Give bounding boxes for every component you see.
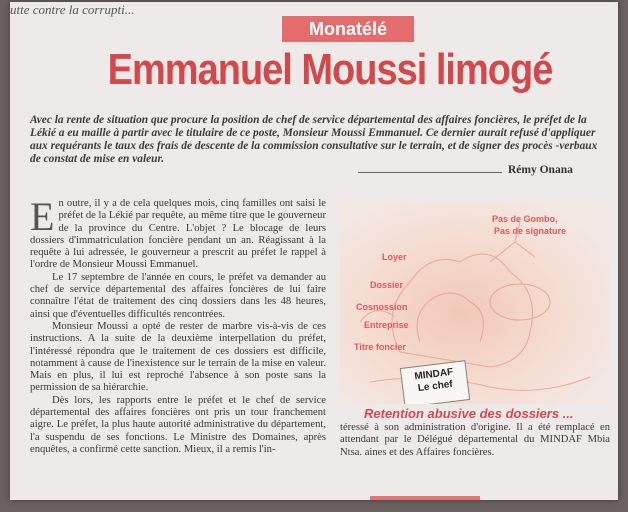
previous-article-fragment: utte contre la corrupti... (10, 2, 135, 17)
label-pas-de-signature: Pas de signature (494, 226, 567, 236)
illustration-caption: Retention abusive des dossiers ... (364, 406, 574, 421)
mindaf-sign (400, 360, 470, 404)
lead-paragraph: Avec la rente de situation que procure la position de chef de service départemental des affaires foncières, le préfet de la Lékié a eu maille à partir avec le titulaire de ce poste, Monsieur Moussi Emmanuel. Ce dernier aurait refusé d'appliquer aux requérants le taux des frais de descente de la commission consultative sur le terrain, et de signer des procès -verbaux de constat de mise en valeur. (30, 114, 598, 165)
sign-line-2: Le chef (417, 378, 454, 395)
paragraph-continued: téressé à son administration d'origine. Il a été remplacé en attendant par le Délégué départemental du MINDAF Mbia Ntsa. aines et des Affaires foncières. (340, 422, 610, 458)
label-pas-de-gombo: Pas de Gombo, (492, 214, 558, 224)
label-dossier: Dossier (370, 280, 404, 290)
body-column-2 (340, 422, 610, 459)
drop-cap: E (30, 194, 55, 239)
paragraph-2: Le 17 septembre de l'année en cours, le préfet va demander au chef de service départemental des affaires foncières de lui faire connaître l'état de traitement des cinq dossiers dans les 48 heures, ainsi que d'éventuelles difficultés rencontrées. (30, 271, 326, 320)
newspaper-page (10, 2, 618, 500)
byline: Rémy Onana (508, 164, 573, 176)
label-cosnossion: Cosnossion (356, 302, 408, 312)
label-entreprise: Entreprise (364, 320, 409, 330)
paragraph-1 (30, 194, 326, 272)
sign-line-1: MINDAF (413, 366, 454, 383)
headline: Emmanuel Moussi limogé (107, 46, 553, 95)
section-rubric: Monatélé (282, 16, 414, 42)
paragraph-1-text: n outre, il y a de cela quelques mois, cinq familles ont saisi le préfet de la Lékié par requête, au même titre que le gouverneur de la province du Centre. L'objet ? Le blocage de leurs dossiers d'immatriculation foncière pendant un an. Réagissant à la requête à lui adressée, le gouverneur a prescrit au préfet le rappel à l'ordre de Monsieur Moussi Emmanuel. (30, 198, 326, 271)
body-column-1 (30, 194, 326, 456)
paragraph-3: Monsieur Moussi a opté de rester de marbre vis-à-vis de ces instructions. A la suite de la deuxième interpellation du préfet, l'intéressé répondra que le traitement de ces dossiers est difficile, notamment à cause de l'inexistence sur le terrain de la mise en valeur. Mais en plus, il lui est reproché l'absence à son poste sans la permission de sa hiérarchie. (30, 320, 326, 394)
paragraph-4: Dès lors, les rapports entre le préfet et le chef de service départemental des affaires foncières ont pris un tour franchement aigre. Le préfet, la plus haute autorité administrative du département, l'a suspendu de ses fonctions. Le Ministre des Domaines, après enquêtes, a confirmé cette sanction. Mieux, il a remis l'in- (30, 394, 326, 455)
label-loyer: Loyer (382, 252, 407, 262)
label-titre-foncier: Titre foncier (354, 342, 406, 352)
illustration (340, 202, 610, 404)
bottom-accent-bar (370, 496, 480, 500)
byline-rule (358, 172, 502, 173)
